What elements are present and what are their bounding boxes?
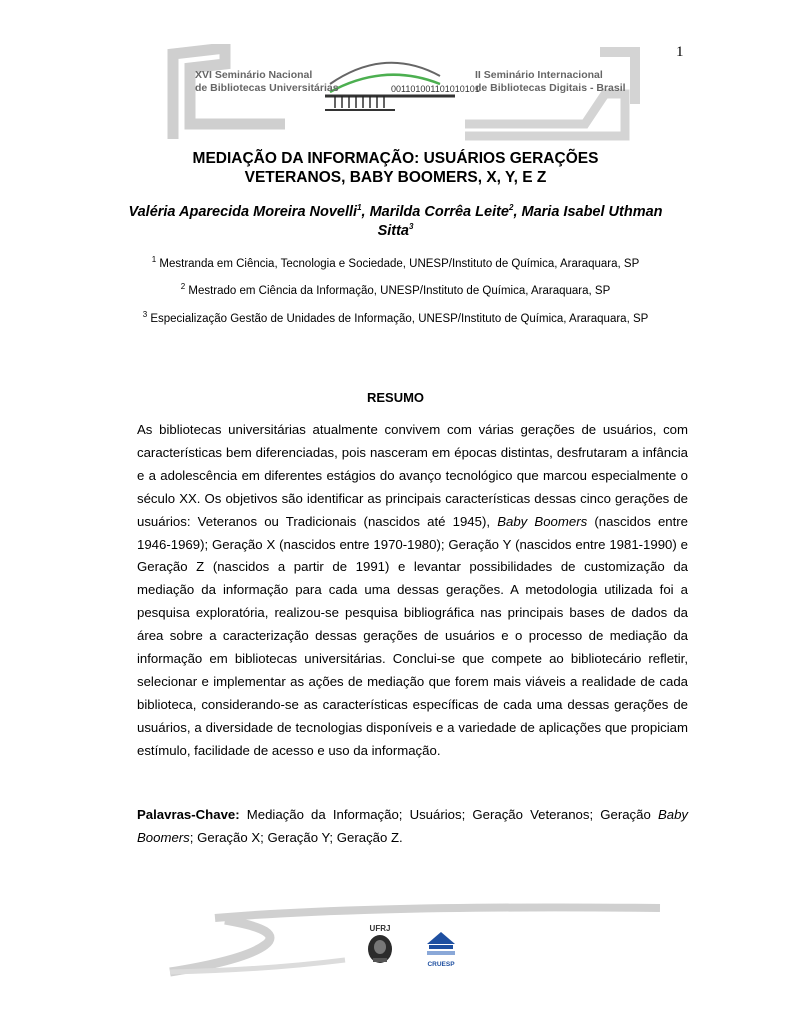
cruesp-emblem-icon [423, 928, 459, 956]
header-banner [165, 44, 645, 144]
footer-graphic [165, 900, 665, 980]
affiliation-1: $^1$ Mestranda em Ciência, Tecnologia e Sociedade, UNESP/Instituto de Química, Araraquara, SP [151, 255, 640, 270]
banner-binary: 001101001101010101 [391, 84, 480, 94]
footer-swoosh-graphic [165, 900, 665, 980]
ufrj-logo: UFRJ [363, 924, 397, 970]
author-list: Valéria Aparecida Moreira Novelli$^1$, Marilda Corrêa Leite$^2$, Maria Isabel Uthman Sitta$^3$ [128, 203, 663, 239]
banner-right: II Seminário Internacional de Bibliotecas Digitais - Brasil [475, 69, 626, 94]
abstract-text: As bibliotecas universitárias atualmente convivem com várias gerações de usuários, com características bem diferenciadas, pois nasceram em épocas distintas, desfrutaram a infância e a adolescência em diferentes estágios do avanço tecnológico que marcou especialmente o século XX. Os objetivos são identificar as principais características dessas cinco gerações de usuários: Veteranos ou Tradicionais (nascidos até 1945), Baby Boomers (nascidos entre 1946-1969); Geração X (nascidos entre 1970-1980); Geração Y (nascidos entre 1981-1990) e Geração Z (nascidos a partir de 1991) e levantar possibilidades de customização da mediação da informação para cada uma dessas gerações. A metodologia utilizada foi a pesquisa exploratória, realizou-se pesquisa bibliográfica nas principais bases de dados da área sobre a caracterização dessas gerações de usuários e o processo de mediação da informação em bibliotecas universitárias. Conclui-se que compete ao bibliotecário refletir, selecionar e implementar as ações de mediação que forem mais viáveis a realidade de cada biblioteca, considerando-se as características específicas de cada uma dessas gerações de usuários, a diversidade de tecnologias disponíveis e a variedade de aplicações que propiciam estímulo, facilidade de acesso e uso da informação. [137, 422, 688, 758]
affiliation-2: $^2$ Mestrado em Ciência da Informação, UNESP/Instituto de Química, Araraquara, SP [180, 282, 611, 297]
abstract-heading: RESUMO [366, 390, 425, 405]
affiliation-3: $^3$ Especialização Gestão de Unidades de Informação, UNESP/Instituto de Química, Araraquara, SP [142, 310, 649, 325]
paper-title: MEDIAÇÃO DA INFORMAÇÃO: USUÁRIOS GERAÇÕES VETERANOS, BABY BOOMERS, X, Y, E Z [192, 150, 599, 186]
ufrj-emblem-icon [365, 933, 395, 965]
cruesp-logo: CRUESP [423, 928, 459, 968]
banner-left: XVI Seminário Nacional de Bibliotecas Universitárias [195, 69, 339, 94]
keywords: Palavras-Chave: Mediação da Informação; Usuários; Geração Veteranos; Geração Baby Boomers; Geração X; Geração Y; Geração Z. [137, 807, 688, 845]
page-number: 1 [676, 44, 684, 60]
